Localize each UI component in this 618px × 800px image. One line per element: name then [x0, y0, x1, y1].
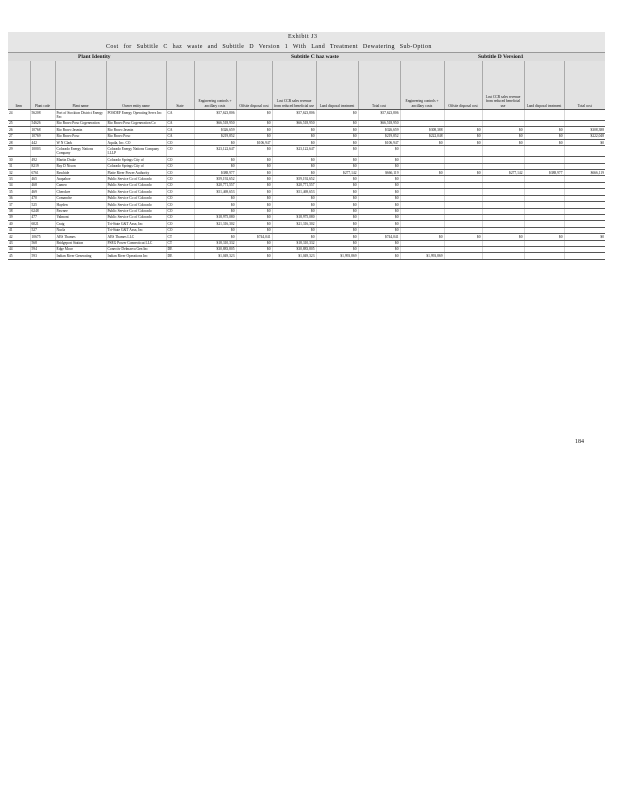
table-cell: $277,142 — [482, 170, 524, 176]
group-plant-identity: Plant Identity — [78, 54, 111, 60]
table-cell: $0 — [194, 157, 236, 163]
table-cell: $0 — [316, 234, 358, 240]
table-cell: Nucla — [55, 227, 106, 233]
table-cell: $0 — [358, 208, 400, 214]
table-cell: $0 — [236, 189, 272, 195]
table-cell: $0 — [316, 182, 358, 188]
table-cell: Rio Bravo Jasmin — [55, 127, 106, 133]
table-cell: 527 — [30, 227, 55, 233]
table-cell: CO — [166, 170, 194, 176]
table-cell: $0 — [482, 140, 524, 146]
table-cell: $0 — [358, 182, 400, 188]
table-cell: $0 — [316, 240, 358, 246]
table-cell: $21,316,302 — [272, 221, 316, 227]
table-cell: CO — [166, 227, 194, 233]
table-cell: Public Service Co of Colorado — [106, 202, 166, 208]
title-band — [8, 32, 605, 52]
table-cell: 6021 — [30, 221, 55, 227]
table-cell: $0 — [358, 253, 400, 259]
table-cell: Public Service Co of Colorado — [106, 182, 166, 188]
table-cell: $0 — [564, 140, 605, 146]
table-cell: $0 — [236, 127, 272, 133]
table-cell: $744,041 — [236, 234, 272, 240]
table-cell: PSEG Power Connecticut LLC — [106, 240, 166, 246]
table-cell: CO — [166, 176, 194, 182]
table-cell: $222,048 — [564, 133, 605, 139]
table-cell: $0 — [316, 214, 358, 220]
table-cell: $57,623,806 — [358, 110, 400, 121]
table-cell: Conectiv Delmarva Gen Inc — [106, 246, 166, 252]
table-cell: 37 — [8, 202, 30, 208]
table-cell: $326,659 — [194, 127, 236, 133]
table-cell: $0 — [272, 202, 316, 208]
table-cell: 10675 — [30, 234, 55, 240]
table-cell: $666,119 — [358, 170, 400, 176]
table-cell: $0 — [316, 163, 358, 169]
table-cell: Rio Bravo Poso Cogeneration — [55, 120, 106, 126]
table-cell: $388,977 — [194, 170, 236, 176]
table-cell: W N Clark — [55, 140, 106, 146]
table-cell: 40 — [8, 221, 30, 227]
table-cell: Pawnee — [55, 208, 106, 214]
table-cell: $0 — [272, 227, 316, 233]
table-cell — [444, 253, 482, 259]
table-cell: $222,048 — [400, 133, 444, 139]
table-cell: 36 — [8, 195, 30, 201]
table-cell: $59,192,652 — [272, 176, 316, 182]
table-cell: Rio Bravo Poso — [55, 133, 106, 139]
table-cell: Colorado Springs City of — [106, 157, 166, 163]
table-cell: $0 — [236, 163, 272, 169]
table-cell: CA — [166, 120, 194, 126]
table-cell: $0 — [358, 227, 400, 233]
table-cell: $0 — [236, 253, 272, 259]
table-cell: $0 — [316, 189, 358, 195]
table-cell: 38 — [8, 208, 30, 214]
table-cell: $0 — [482, 133, 524, 139]
table-cell: $0 — [236, 246, 272, 252]
table-cell: Rio Bravo Poso — [106, 133, 166, 139]
table-cell — [564, 110, 605, 121]
table-cell: $59,192,652 — [194, 176, 236, 182]
table-cell: $20,771,557 — [194, 182, 236, 188]
group-subtitle-c: Subtitle C haz waste — [291, 54, 339, 60]
table-cell: 27 — [8, 133, 30, 139]
table-cell: $388,977 — [524, 170, 564, 176]
table-cell: $0 — [236, 133, 272, 139]
table-cell: $0 — [236, 202, 272, 208]
table-cell: $57,623,806 — [272, 110, 316, 121]
table-cell: 33 — [8, 176, 30, 182]
table-cell: DE — [166, 246, 194, 252]
table-cell: POSDEF Energy Operating Servs Inc — [106, 110, 166, 121]
table-cell: $744,041 — [358, 234, 400, 240]
table-cell — [444, 110, 482, 121]
column-header: State — [166, 61, 194, 110]
table-cell: $0 — [316, 120, 358, 126]
table-cell: Ray D Nixon — [55, 163, 106, 169]
table-cell: Aquila, Inc. CO — [106, 140, 166, 146]
table-cell: $20,771,557 — [272, 182, 316, 188]
exhibit-title: Cost for Subtitle C haz waste and Subtitle D Version 1 With Land Treatment Dewatering Sub-Option — [106, 44, 432, 50]
table-cell: 492 — [30, 157, 55, 163]
table-cell: AES Thames LLC — [106, 234, 166, 240]
table-cell: $0 — [272, 234, 316, 240]
table-cell: $1,993,869 — [316, 253, 358, 259]
table-cell: $0 — [316, 146, 358, 157]
table-cell: 593 — [30, 253, 55, 259]
table-cell: Colorado Energy Nations Company — [55, 146, 106, 157]
table-cell: CA — [166, 127, 194, 133]
table-cell: $23,122,647 — [272, 146, 316, 157]
table-cell: $277,142 — [316, 170, 358, 176]
table-cell: $0 — [194, 140, 236, 146]
table-cell: $0 — [316, 157, 358, 163]
table-cell: $0 — [272, 157, 316, 163]
table-cell: $1,993,869 — [400, 253, 444, 259]
table-cell: 468 — [30, 182, 55, 188]
table-cell: 34 — [8, 182, 30, 188]
table-cell — [524, 110, 564, 121]
table-cell: 568 — [30, 240, 55, 246]
table-cell: $0 — [316, 110, 358, 121]
table-cell: Indian River Generating — [55, 253, 106, 259]
table-cell — [564, 253, 605, 259]
table-cell: $326,659 — [358, 127, 400, 133]
table-cell — [400, 146, 444, 157]
table-cell: Hayden — [55, 202, 106, 208]
table-cell: 465 — [30, 176, 55, 182]
table-cell — [482, 110, 524, 121]
table-cell: $51,469,653 — [272, 189, 316, 195]
column-header: Owner entity name — [106, 61, 166, 110]
table-cell: $0 — [358, 246, 400, 252]
table-cell: $0 — [358, 146, 400, 157]
table-cell: $0 — [194, 208, 236, 214]
table-cell: $0 — [358, 221, 400, 227]
table-cell: CO — [166, 157, 194, 163]
column-header: Offsite disposal cost — [236, 61, 272, 110]
table-cell: $0 — [236, 120, 272, 126]
table-cell: $0 — [358, 240, 400, 246]
table-cell: CO — [166, 146, 194, 157]
column-header: Engineering controls + ancillary costs — [194, 61, 236, 110]
table-cell: Public Service Co of Colorado — [106, 208, 166, 214]
table-cell: $0 — [316, 227, 358, 233]
table-cell — [524, 253, 564, 259]
table-cell: Valmont — [55, 214, 106, 220]
table-cell: Public Service Co of Colorado — [106, 214, 166, 220]
table-cell: $0 — [358, 214, 400, 220]
table-cell: $0 — [358, 157, 400, 163]
table-cell: $0 — [316, 246, 358, 252]
group-subtitle-d: Subtitle D Version1 — [478, 54, 524, 60]
table-cell: 43 — [8, 240, 30, 246]
table-cell: $0 — [358, 202, 400, 208]
table-cell: $219,852 — [358, 133, 400, 139]
table-cell: $0 — [236, 170, 272, 176]
table-cell: 29 — [8, 146, 30, 157]
table-cell: CO — [166, 214, 194, 220]
table-cell: $0 — [236, 208, 272, 214]
table-cell: $0 — [444, 133, 482, 139]
table-cell — [524, 146, 564, 157]
table-cell: $18,975,080 — [272, 214, 316, 220]
table-cell: 477 — [30, 214, 55, 220]
table-cell: 24 — [8, 110, 30, 121]
table-cell: 28 — [8, 140, 30, 146]
table-cell: DE — [166, 253, 194, 259]
table-cell: $1,049,323 — [272, 253, 316, 259]
table-row — [8, 146, 605, 157]
table-cell: $0 — [400, 140, 444, 146]
table-cell: Public Service Co of Colorado — [106, 195, 166, 201]
column-header: Plant code — [30, 61, 55, 110]
table-cell: $106,947 — [236, 140, 272, 146]
table-cell: Platte River Power Authority — [106, 170, 166, 176]
table-cell: CO — [166, 195, 194, 201]
table-cell: $0 — [194, 163, 236, 169]
table-cell: Bridgeport Station — [55, 240, 106, 246]
column-header: Land disposal treatment — [316, 61, 358, 110]
table-cell: $0 — [316, 176, 358, 182]
table-cell: Tri-State G&T Assn, Inc — [106, 221, 166, 227]
table-cell: $0 — [524, 140, 564, 146]
table-cell: 470 — [30, 195, 55, 201]
column-header: Total cost — [358, 61, 400, 110]
table-cell: 44 — [8, 246, 30, 252]
table-cell: $219,852 — [194, 133, 236, 139]
table-cell: $0 — [358, 176, 400, 182]
table-cell: $23,122,647 — [194, 146, 236, 157]
table-cell: $0 — [236, 110, 272, 121]
table-cell: $0 — [272, 195, 316, 201]
table-cell: $0 — [272, 163, 316, 169]
table-cell: $0 — [564, 234, 605, 240]
table-cell: Public Service Co of Colorado — [106, 189, 166, 195]
table-cell: CO — [166, 182, 194, 188]
table-cell: AES Thames — [55, 234, 106, 240]
table-cell: Martin Drake — [55, 157, 106, 163]
table-cell: Rawhide — [55, 170, 106, 176]
table-cell: 442 — [30, 140, 55, 146]
column-header: Lost CCR sales revenue from reduced beneficial use — [272, 61, 316, 110]
table-cell: CT — [166, 240, 194, 246]
table-cell: $0 — [194, 195, 236, 201]
table-cell: $30,883,805 — [272, 246, 316, 252]
table-cell: $0 — [524, 133, 564, 139]
table-cell: $0 — [400, 234, 444, 240]
table-cell: Cherokee — [55, 189, 106, 195]
table-cell: $0 — [236, 182, 272, 188]
table-cell: 10003 — [30, 146, 55, 157]
table-cell: Colorado Springs City of — [106, 163, 166, 169]
table-cell: 525 — [30, 202, 55, 208]
table-cell: $0 — [316, 195, 358, 201]
table-cell: $0 — [316, 133, 358, 139]
table-cell: 25 — [8, 120, 30, 126]
table-cell: CT — [166, 234, 194, 240]
table-cell: $0 — [444, 140, 482, 146]
table-cell: $0 — [316, 140, 358, 146]
table-cell: 6761 — [30, 170, 55, 176]
table-cell: Rio Bravo Jasmin — [106, 127, 166, 133]
column-header: Land disposal treatment — [524, 61, 564, 110]
table-cell: $57,623,806 — [194, 110, 236, 121]
table-cell: $0 — [236, 195, 272, 201]
table-cell: $18,310,332 — [272, 240, 316, 246]
table-cell: CO — [166, 221, 194, 227]
column-header: Total cost — [564, 61, 605, 110]
table-cell: 35 — [8, 189, 30, 195]
column-header: Offsite disposal cost — [444, 61, 482, 110]
table-cell: $0 — [524, 127, 564, 133]
table-cell — [564, 146, 605, 157]
table-cell: $0 — [482, 234, 524, 240]
table-cell: $308,388 — [400, 127, 444, 133]
table-cell: $0 — [316, 202, 358, 208]
table-cell: $51,469,653 — [194, 189, 236, 195]
table-cell: $0 — [272, 170, 316, 176]
table-cell: Rio Bravo Poso Cogeneration Co — [106, 120, 166, 126]
table-cell: 31 — [8, 163, 30, 169]
table-cell: Cameo — [55, 182, 106, 188]
table-cell: $666,119 — [564, 170, 605, 176]
table-cell: $0 — [272, 140, 316, 146]
table-cell: $0 — [482, 127, 524, 133]
column-header: Engineering controls + ancillary costs — [400, 61, 444, 110]
table-cell: 30 — [8, 157, 30, 163]
table-cell: 10769 — [30, 133, 55, 139]
table-cell: 26 — [8, 127, 30, 133]
table-cell: CO — [166, 163, 194, 169]
table-body — [8, 110, 605, 260]
table-cell: $0 — [272, 127, 316, 133]
table-cell: $0 — [194, 234, 236, 240]
table-cell: $0 — [444, 234, 482, 240]
table-cell: $0 — [236, 240, 272, 246]
table-cell: $0 — [272, 133, 316, 139]
table-cell: 32 — [8, 170, 30, 176]
table-cell: 10768 — [30, 127, 55, 133]
table-cell: $66,518,950 — [358, 120, 400, 126]
table-cell: Colorado Energy Nations Company LLLP — [106, 146, 166, 157]
table-cell: $0 — [236, 227, 272, 233]
table-cell: 56208 — [30, 110, 55, 121]
table-cell: 8219 — [30, 163, 55, 169]
table-cell: $66,518,950 — [194, 120, 236, 126]
table-cell: CO — [166, 202, 194, 208]
table-cell: CA — [166, 110, 194, 121]
table-cell — [482, 253, 524, 259]
table-cell: $0 — [194, 227, 236, 233]
table-cell: CO — [166, 140, 194, 146]
table-cell: Public Service Co of Colorado — [106, 176, 166, 182]
table-cell: $0 — [272, 208, 316, 214]
table-cell: 45 — [8, 253, 30, 259]
table-cell: $0 — [444, 127, 482, 133]
table-cell: $18,310,332 — [194, 240, 236, 246]
table-cell: 42 — [8, 234, 30, 240]
exhibit-sheet — [8, 32, 605, 260]
table-cell — [444, 146, 482, 157]
table-cell: $0 — [236, 214, 272, 220]
table-cell: 54626 — [30, 120, 55, 126]
table-cell: $308,388 — [564, 127, 605, 133]
column-header: Item — [8, 61, 30, 110]
table-cell: Arapahoe — [55, 176, 106, 182]
column-group-band — [8, 52, 605, 61]
table-cell: Edge Moor — [55, 246, 106, 252]
table-cell: $0 — [316, 127, 358, 133]
table-header-row — [8, 61, 605, 110]
table-cell: $0 — [358, 189, 400, 195]
column-header: Lost CCR sales revenue from reduced beneficial use — [482, 61, 524, 110]
table-cell: $0 — [236, 221, 272, 227]
table-cell: $0 — [400, 170, 444, 176]
table-cell: $0 — [358, 195, 400, 201]
table-cell: $0 — [524, 234, 564, 240]
table-cell: 469 — [30, 189, 55, 195]
table-cell: 41 — [8, 227, 30, 233]
table-cell: $21,316,302 — [194, 221, 236, 227]
table-cell: $0 — [316, 221, 358, 227]
table-cell: Comanche — [55, 195, 106, 201]
table-cell: $66,518,950 — [272, 120, 316, 126]
table-cell — [400, 110, 444, 121]
table-cell: Port of Stockton District Energy Fac — [55, 110, 106, 121]
table-cell: $0 — [444, 170, 482, 176]
table-row — [8, 253, 605, 259]
table-cell: $0 — [236, 146, 272, 157]
table-cell: $0 — [358, 163, 400, 169]
table-cell: Craig — [55, 221, 106, 227]
table-cell: $0 — [316, 208, 358, 214]
page-number: 184 — [575, 439, 584, 445]
table-cell: $1,049,323 — [194, 253, 236, 259]
table-row — [8, 110, 605, 121]
table-cell: $0 — [236, 176, 272, 182]
table-cell: CO — [166, 208, 194, 214]
table-cell: CA — [166, 133, 194, 139]
table-cell: Tri-State G&T Assn, Inc — [106, 227, 166, 233]
table-cell: $0 — [194, 202, 236, 208]
column-header: Plant name — [55, 61, 106, 110]
cost-table — [8, 61, 605, 260]
table-cell — [482, 146, 524, 157]
table-cell: $30,883,805 — [194, 246, 236, 252]
table-cell: $106,947 — [358, 140, 400, 146]
table-cell: $18,975,080 — [194, 214, 236, 220]
table-cell: Indian River Operations Inc — [106, 253, 166, 259]
table-cell: 39 — [8, 214, 30, 220]
table-cell: $0 — [236, 157, 272, 163]
table-cell: 594 — [30, 246, 55, 252]
exhibit-label: Exhibit J3 — [288, 34, 318, 40]
table-cell: CO — [166, 189, 194, 195]
table-cell: 6248 — [30, 208, 55, 214]
